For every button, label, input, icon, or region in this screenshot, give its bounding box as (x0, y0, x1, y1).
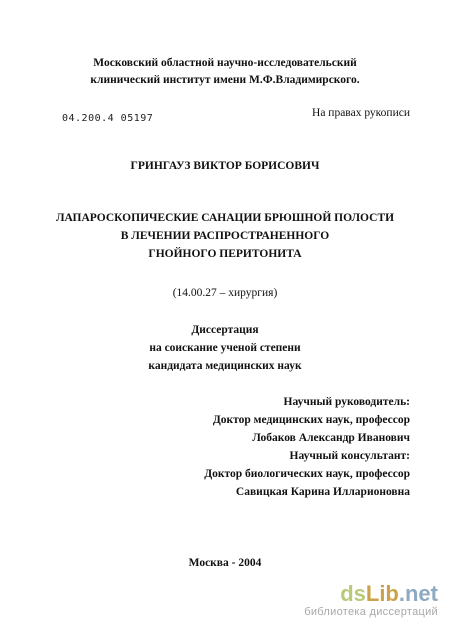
dissertation-line-1: Диссертация (191, 324, 259, 336)
title-line-3: ГНОЙНОГО ПЕРИТОНИТА (148, 248, 302, 260)
author-name: ГРИНГАУЗ ВИКТОР БОРИСОВИЧ (130, 160, 320, 172)
consultant-degree: Доктор биологических наук, профессор (204, 468, 410, 480)
rights-note: На правах рукописи (312, 107, 410, 119)
specialty: (14.00.27 – хирургия) (172, 287, 278, 299)
stamp-number: 04.200.4 05197 (62, 113, 154, 124)
dslib-logo: dsLib.net (340, 581, 438, 606)
dissertation-line-2: на соискание ученой степени (149, 342, 301, 354)
dslib-subtitle: библиотека диссертаций (304, 606, 438, 618)
dissertation-line-3: кандидата медицинских наук (148, 360, 302, 372)
supervisor-degree: Доктор медицинских наук, профессор (212, 414, 410, 426)
consultant-label: Научный консультант: (289, 450, 410, 462)
consultant-name: Савицкая Карина Илларионовна (235, 486, 410, 498)
supervisor-name: Лобаков Александр Иванович (252, 432, 410, 444)
title-line-1: ЛАПАРОСКОПИЧЕСКИЕ САНАЦИИ БРЮШНОЙ ПОЛОСТИ (55, 212, 395, 224)
place-year: Москва - 2004 (188, 557, 262, 569)
supervisor-label: Научный руководитель: (283, 396, 410, 408)
institution-line-1: Московский областной научно-исследовательский (93, 57, 357, 69)
title-line-2: В ЛЕЧЕНИИ РАСПРОСТРАНЕННОГО (120, 230, 330, 242)
institution-line-2: клинический институт имени М.Ф.Владимирского. (90, 74, 360, 86)
dslib-watermark (304, 582, 438, 618)
